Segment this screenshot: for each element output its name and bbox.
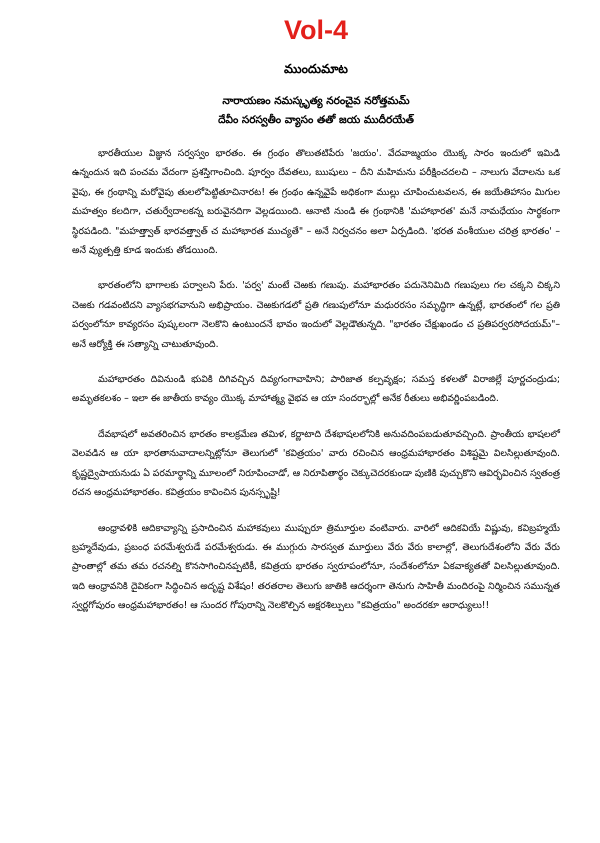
invocation-line: దేవీం సరస్వతీం వ్యాసం తతో జయ ముదీరయేత్ (218, 114, 414, 126)
paragraph: భారతీయుల విజ్ఞాన సర్వస్వం భారతం. ఈ గ్రంథం తొలుతటిపేరు 'జయం'. వేదవాఙ్మయం యొక్క సారం ఇందులో ఇమిడి ఉన్నందున ఇది పంచమ వేదంగా ప్రశస్తిగాంచింది. పూర్వం దేవతలు, ఋషులు – దీని మహిమను పరీక్షించదలచి – నాలుగు వేదాలను ఒక వైపు, ఈ గ్రంథాన్ని మరోవైపు తులలోపెట్టితూచినారట! ఈ గ్రంథం ఉన్నవైపే అధికంగా ముల్లు చూపించుటవలన, ఈ జయేతిహాసం మిగుల మహత్వం కలదిగా, చతుర్వేదాలకన్న బరువైనదిగా వెల్లడయింది. ఆనాటి నుండి ఈ గ్రంథానికి 'మహాభారత' మనే నామధేయం సార్థకంగా స్థిరపడింది. "మహత్త్వాత్ భారవత్త్వాత్ చ మహాభారత ముచ్యతే" – అనే నిర్వచనం అలా ఏర్పడింది. 'భరత వంశీయుల చరిత్ర భారతం' – అనే వ్యుత్పత్తి కూడ ఇందుకు తోడయింది. (72, 148, 560, 257)
volume-title: Vol-4 (283, 15, 348, 45)
invocation-line: నారాయణం నమస్కృత్య నరంచైవ నరోత్తమమ్ (222, 95, 410, 107)
preface-heading: ముందుమాట (284, 61, 348, 76)
paragraph: దేవభాషలో అవతరించిన భారతం కాలక్రమేణ తమిళ, కర్ణాటాది దేశభాషలలోనికి అనువదింపబడుతూవచ్చింది. ప్రాంతీయ భాషలలో వెలవడిన ఆ యా భారతానువాదాలన్నిట్లోనూ తెలుగులో 'కవిత్రయం' వారు రచించిన ఆంధ్రమహాభారతం విశిష్టమై విలసిల్లుతూవుంది. కృష్ణద్వైపాయనుడు ఏ పరమార్థాన్ని మూలంలో నిరూపించాడో, ఆ నిరూపితార్థం చెక్కుచెదరకుండా పుణికి పుచ్చుకొని ఆవిర్భవించిన స్వతంత్ర రచన ఆంధ్రమహాభారతం. కవిత్రయం కావించిన పునస్సృష్టి! (72, 428, 560, 499)
invocation-verse (72, 92, 560, 130)
paragraph: మహాభారతం దివినుండి భువికి దిగివచ్చిన దివ్యగంగావాహిని; పారిజాత కల్పవృక్షం; సమస్త కళలతో విరాజిల్లే పూర్ణచంద్రుడు; అమృతకలశం – ఇలా ఈ జాతీయ కావ్యం యొక్క మాహాత్మ్య వైభవ ఆ యా సందర్భాల్లో అనేక రీతులు అభివర్ణింపబడింది. (72, 374, 560, 405)
paragraph: ఆంధ్రావళికి ఆదికావ్యాన్ని ప్రసాదించిన మహాకవులు ముప్పురూ త్రిమూర్తుల వంటివారు. వారిలో ఆదికవియే విష్ణువు, కవిబ్రహ్మయే బ్రహ్మదేవుడు, ప్రబంధ పరమేశ్వరుడే పరమేశ్వరుడు. ఈ ముగ్గురు సారస్వత మూర్తులు వేరు వేరు కాలాల్లో, తెలుగుదేశంలోని వేరు వేరు ప్రాంతాల్లో తమ తమ రచనల్ని కొనసాగించినప్పటికీ, కవిత్రయ భారతం స్వరూపంలోనూ, సందేశంలోనూ ఏకవాక్యతతో విలసిల్లుతూవుంది. ఇది ఆంధ్రావనికి దైవికంగా సిద్ధించిన అదృష్ట విశేషం! తరతరాల తెలుగు జాతికి ఆదర్శంగా తెనుగు సాహితీ మందిరంపై నిర్మించిన సమున్నత స్వర్ణగోపురం ఆంధ్రమహాభారతం! ఆ సుందర గోపురాన్ని నెలకొల్పిన అక్షరశిల్పులు "కవిత్రయం" అందరకూ ఆరాధ్యులు!! (72, 522, 560, 612)
paragraph: భారతంలోని భాగాలకు పర్వాలని పేరు. 'పర్వ' మంటే చెఱకు గణుపు. మహాభారతం పదునెనిమిది గణుపులు గల చక్కని చిక్కని చెఱకు గడవంటిదని వ్యాసభగవానుని అభిప్రాయం. చెఱకుగడలో ప్రతి గణుపులోనూ మధురరసం సమృద్ధిగా ఉన్నట్లే, భారతంలో గల ప్రతి పర్వంలోనూ కావ్యరసం పుష్కలంగా నెలకొని ఉంటుందనే భావం ఇందులో వెల్లడౌతున్నది. "భారతం చేక్షుఖండం చ ప్రతిపర్వరసోదయమ్"– అనే ఆర్యోక్తి ఈ సత్యాన్ని చాటుతూవుంది. (72, 280, 560, 350)
